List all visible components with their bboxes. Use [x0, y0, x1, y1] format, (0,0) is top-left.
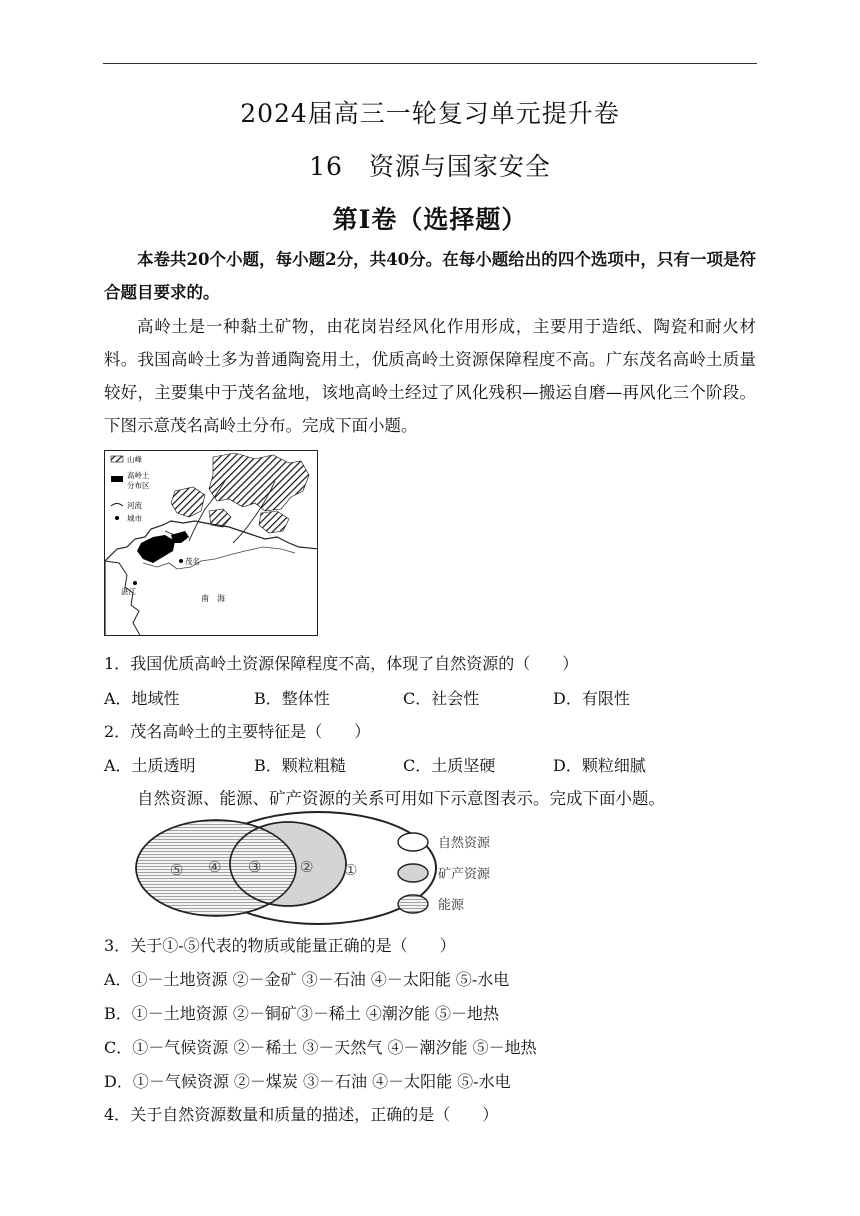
- question-number: 3．: [104, 936, 131, 955]
- q2-option-d: D．颗粒细腻: [553, 756, 646, 775]
- q1-option-d: D．有限性: [553, 689, 630, 708]
- q3-option-a: A．①－土地资源 ②－金矿 ③－石油 ④－太阳能 ⑤-水电: [104, 970, 510, 989]
- label-zhanjiang: 湛江: [121, 587, 136, 596]
- q3-option-c: C．①－气候资源 ②－稀土 ③－天然气 ④－潮汐能 ⑤－地热: [104, 1038, 537, 1057]
- question-number: 1．: [104, 654, 131, 673]
- q3-option-d: D．①－气候资源 ②－煤炭 ③－石油 ④－太阳能 ⑤-水电: [104, 1072, 511, 1091]
- legend-kaolin-label: 高岭土: [127, 471, 150, 480]
- legend-energy-label: 能源: [438, 898, 465, 913]
- legend-mountain-swatch: [111, 456, 123, 462]
- legend-river-label: 河流: [127, 501, 142, 510]
- region-5-label: ⑤: [170, 861, 184, 879]
- question-stem: 我国优质高岭土资源保障程度不高，体现了自然资源的（ ）: [130, 654, 579, 673]
- mountain-area-central: [209, 509, 231, 527]
- city-zhanjiang: [133, 581, 137, 585]
- unit-title: 16 资源与国家安全: [309, 152, 551, 181]
- question-number: 2．: [104, 722, 131, 741]
- region-2-label: ②: [300, 858, 314, 876]
- legend-mountain-label: 山峰: [127, 455, 142, 464]
- q1-option-a: A．地域性: [104, 689, 180, 708]
- mountain-area-east: [259, 511, 289, 533]
- q2-option-c: C．土质坚硬: [403, 756, 496, 775]
- city-maoming: [179, 559, 183, 563]
- question-2: [104, 719, 370, 742]
- legend-kaolin-label-2: 分布区: [127, 481, 150, 490]
- kaolin-area-east: [171, 531, 189, 543]
- legend-natural-swatch: [398, 833, 428, 851]
- question-stem: 关于①-⑤代表的物质或能量正确的是（ ）: [130, 936, 456, 955]
- label-south-sea: 南 海: [201, 594, 225, 603]
- instructions: 本卷共20个小题，每小题2分，共40分。在每小题给出的四个选项中，只有一项是符合题目要求的。: [104, 250, 756, 302]
- kaolin-area-main: [137, 535, 175, 563]
- intro-venn: 自然资源、能源、矿产资源的关系可用如下示意图表示。完成下面小题。: [137, 789, 665, 808]
- q1-option-c: C．社会性: [403, 689, 480, 708]
- q2-option-b: B．颗粒粗糙: [254, 756, 346, 775]
- legend-mineral-label: 矿产资源: [438, 867, 491, 882]
- region-4-label: ④: [208, 858, 222, 876]
- question-4: [104, 1102, 498, 1125]
- peninsula-coast: [105, 561, 141, 636]
- question-stem: 关于自然资源数量和质量的描述，正确的是（ ）: [130, 1105, 499, 1124]
- question-1: [104, 651, 578, 674]
- region-3-label: ③: [248, 858, 262, 876]
- legend-city-label: 城市: [127, 514, 142, 523]
- map-svg: [105, 451, 318, 636]
- legend-energy-swatch: [398, 895, 428, 913]
- coastline: [105, 521, 318, 636]
- label-maoming: 茂名: [185, 557, 200, 566]
- question-3: [104, 933, 456, 956]
- q2-option-a: A．土质透明: [104, 756, 196, 775]
- maoming-kaolin-map: [104, 450, 318, 636]
- region-1-label: ①: [344, 861, 358, 879]
- legend-mineral-swatch: [398, 864, 428, 882]
- q1-option-b: B．整体性: [254, 689, 330, 708]
- section-title: 第Ⅰ卷（选择题）: [332, 205, 528, 234]
- exam-title: 2024届高三一轮复习单元提升卷: [240, 99, 620, 128]
- header-rule: [103, 63, 757, 64]
- mountain-area-west: [171, 487, 205, 517]
- legend-city-swatch: [115, 516, 119, 520]
- legend-river-swatch: [111, 504, 123, 507]
- venn-diagram: [130, 808, 510, 928]
- intro-kaolin: 高岭土是一种黏土矿物，由花岗岩经风化作用形成，主要用于造纸、陶瓷和耐火材料。我国高岭土多为普通陶瓷用土，优质高岭土资源保障程度不高。广东茂名高岭土质量较好，主要集中于茂名盆地，该地高岭土经过了风化残积—搬运自磨—再风化三个阶段。下图示意茂名高岭土分布。完成下面小题。: [104, 317, 756, 435]
- legend-kaolin-swatch: [111, 476, 123, 482]
- q3-option-b: B．①－土地资源 ②－铜矿③－稀土 ④潮汐能 ⑤－地热: [104, 1004, 500, 1023]
- legend-natural-label: 自然资源: [438, 836, 491, 851]
- question-number: 4．: [104, 1105, 131, 1124]
- question-stem: 茂名高岭土的主要特征是（ ）: [130, 722, 371, 741]
